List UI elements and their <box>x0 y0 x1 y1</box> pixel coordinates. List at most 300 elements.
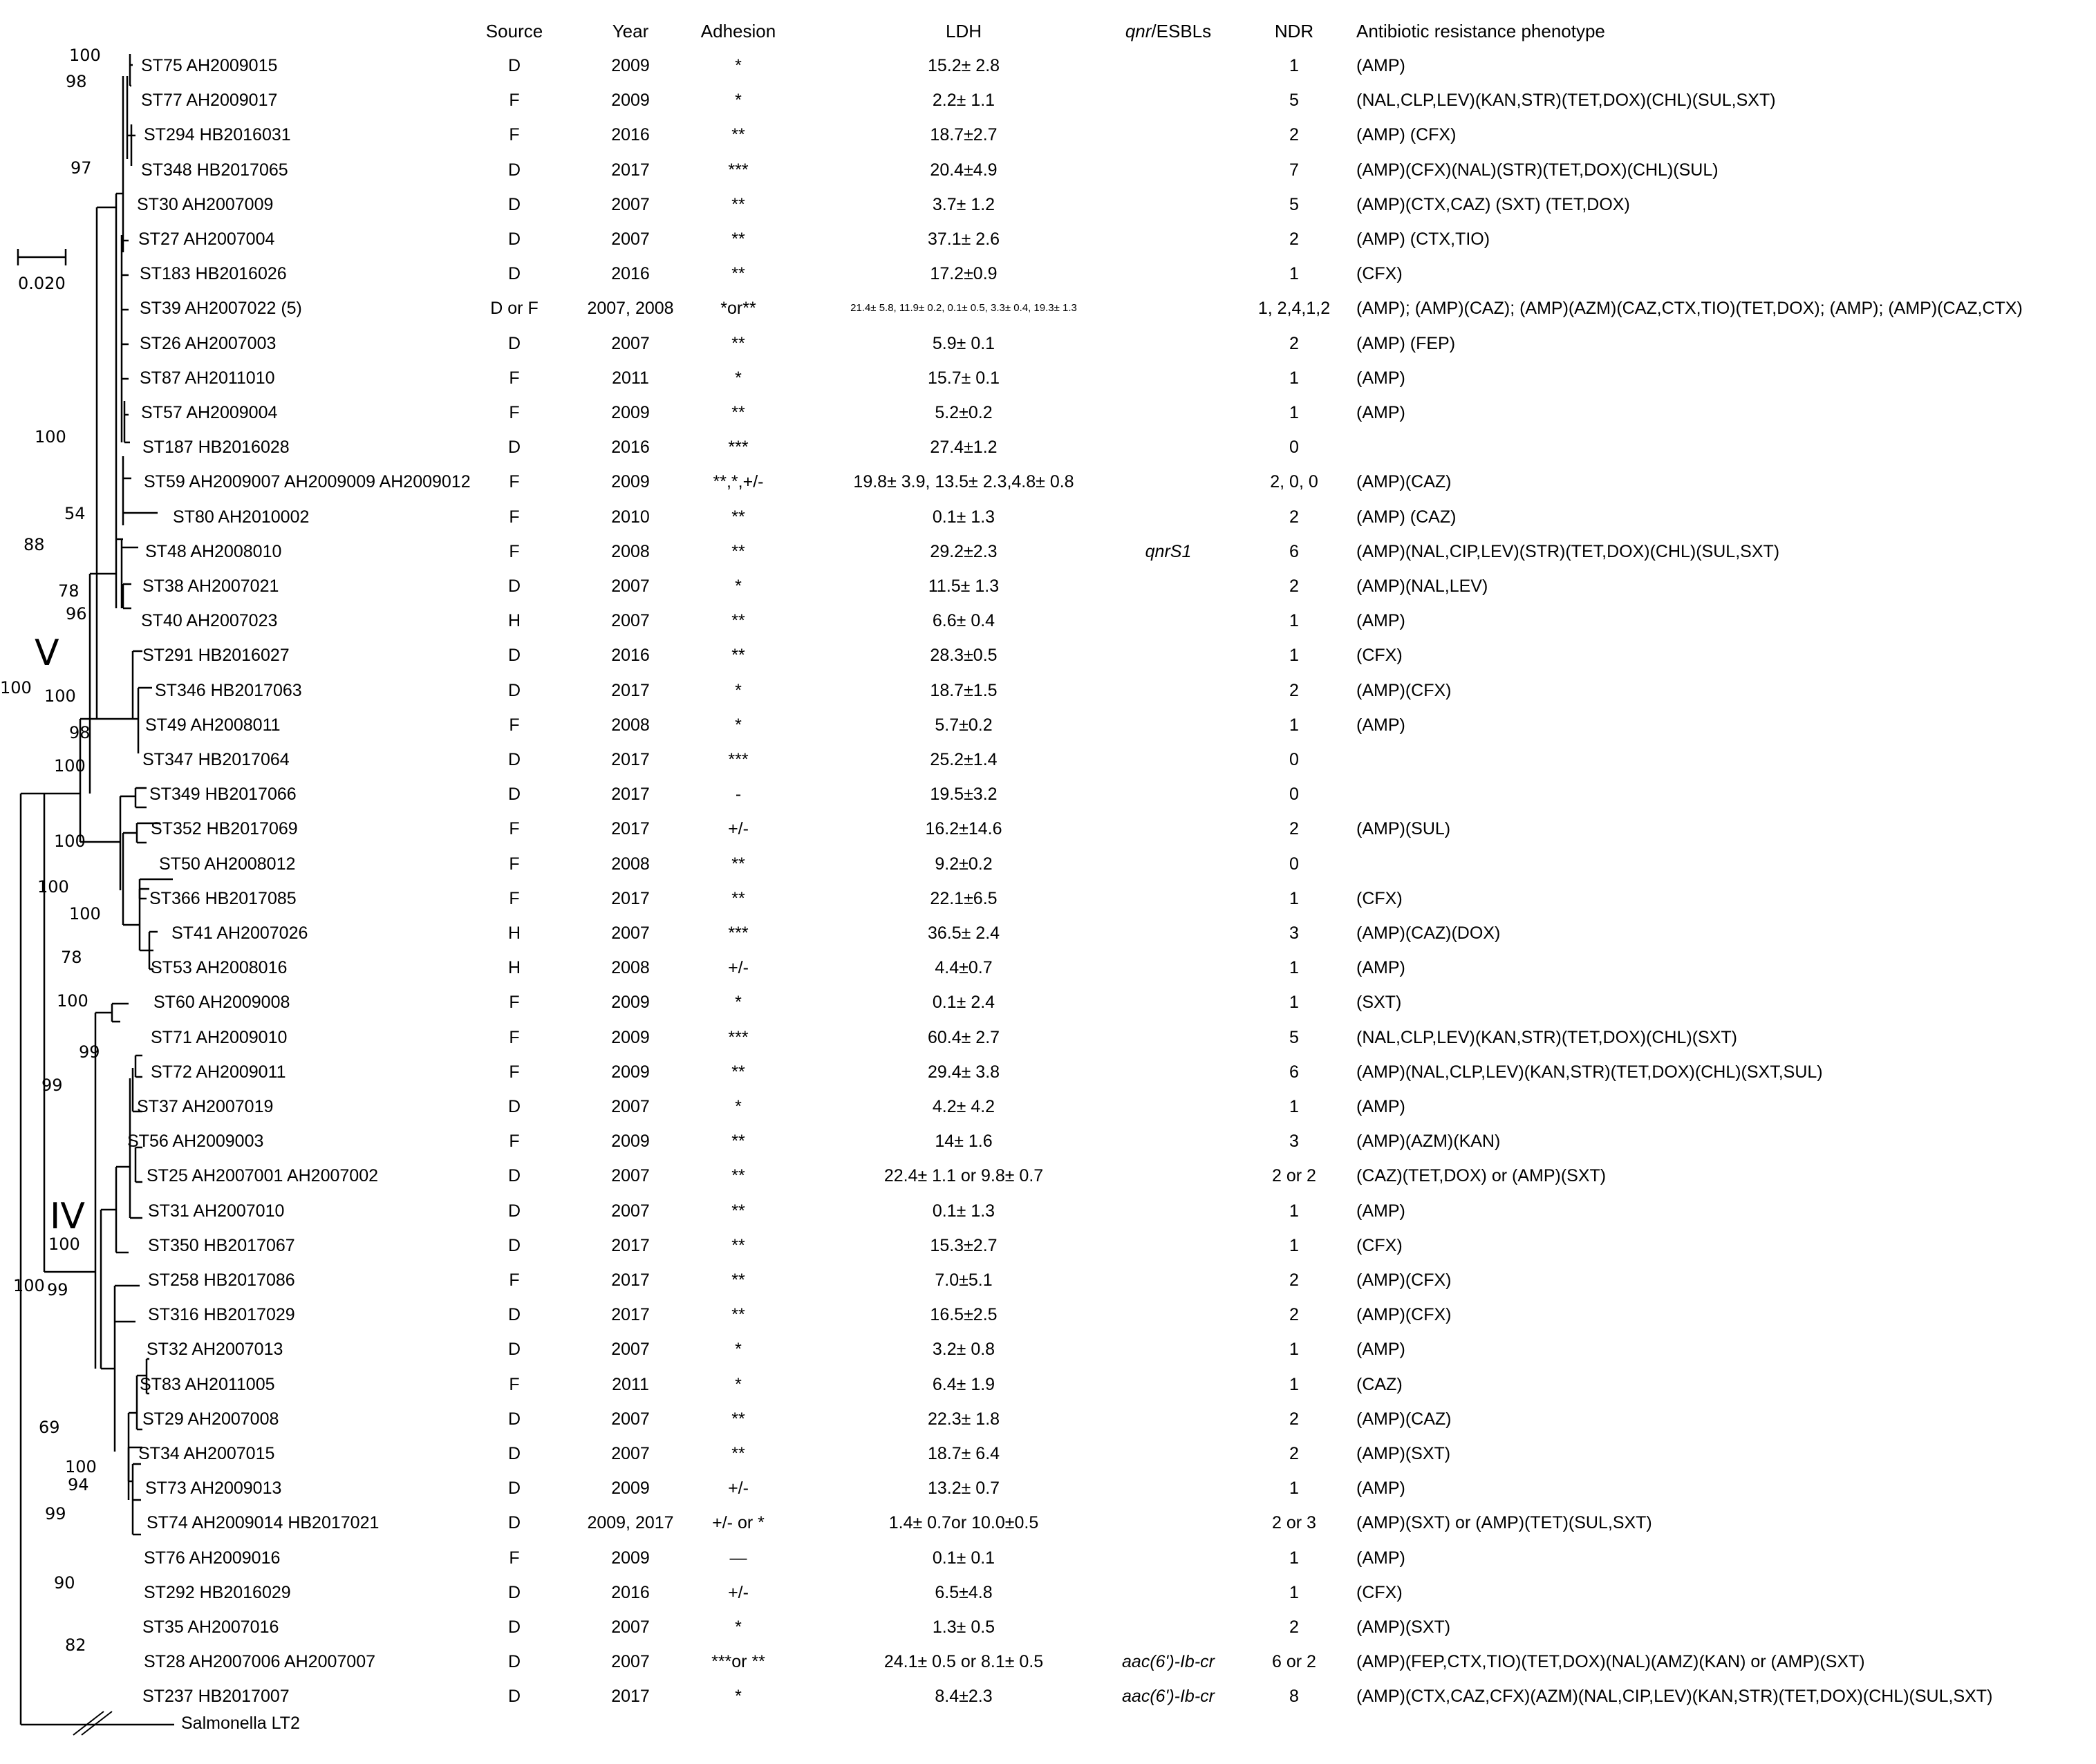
taxon-label: ST38 AH2007021 <box>142 576 279 596</box>
phenotype-cell: (AMP)(NAL,CLP,LEV)(KAN,STR)(TET,DOX)(CHL)(SXT,SUL) <box>1356 1062 1823 1082</box>
source-cell: F <box>509 91 520 111</box>
ldh-cell: 22.1±6.5 <box>930 888 998 908</box>
phenotype-cell: (AMP) <box>1356 1548 1405 1568</box>
ndr-cell: 2 <box>1289 1617 1299 1637</box>
bootstrap-value: 78 <box>61 948 82 967</box>
source-cell: D or F <box>490 299 539 319</box>
phenotype-cell: (AMP)(CFX) <box>1356 1305 1452 1325</box>
ldh-cell: 16.2±14.6 <box>925 819 1002 839</box>
source-cell: D <box>507 1097 521 1116</box>
ndr-cell: 3 <box>1289 923 1299 943</box>
ndr-cell: 1 <box>1289 1548 1299 1568</box>
ndr-cell: 8 <box>1289 1687 1299 1707</box>
source-cell: D <box>507 646 521 666</box>
source-cell: F <box>509 541 520 561</box>
taxon-label: ST49 AH2008011 <box>145 715 281 735</box>
ndr-cell: 2 <box>1289 680 1299 700</box>
year-cell: 2007 <box>611 194 650 214</box>
ldh-cell: 3.2± 0.8 <box>932 1340 995 1360</box>
taxon-label: ST41 AH2007026 <box>171 923 308 943</box>
adhesion-cell: * <box>735 680 742 700</box>
phenotype-cell: (AMP)(SXT) or (AMP)(TET)(SUL,SXT) <box>1356 1513 1652 1533</box>
header-phenotype: Antibiotic resistance phenotype <box>1356 21 1605 41</box>
bootstrap-value: 99 <box>41 1076 63 1095</box>
qnr-cell: aac(6')-Ib-cr <box>1122 1687 1215 1707</box>
source-cell: D <box>507 438 521 458</box>
taxon-label: ST31 AH2007010 <box>148 1201 285 1221</box>
taxon-label: ST349 HB2017066 <box>149 785 297 805</box>
taxon-label: ST37 AH2007019 <box>137 1097 274 1116</box>
ldh-cell: 29.4± 3.8 <box>927 1062 1000 1082</box>
ndr-cell: 1 <box>1289 715 1299 735</box>
ldh-cell: 20.4±4.9 <box>930 160 998 180</box>
year-cell: 2007 <box>611 1652 650 1672</box>
phenotype-cell: (AMP)(SXT) <box>1356 1617 1451 1637</box>
ldh-cell: 8.4±2.3 <box>935 1687 993 1707</box>
bootstrap-value: 94 <box>68 1475 89 1494</box>
year-cell: 2008 <box>611 541 650 561</box>
adhesion-cell: ***or ** <box>711 1652 765 1672</box>
ldh-cell: 21.4± 5.8, 11.9± 0.2, 0.1± 0.5, 3.3± 0.4, 19.3± 1.3 <box>850 302 1077 315</box>
phenotype-cell: (AMP) (CAZ) <box>1356 507 1457 527</box>
adhesion-cell: ** <box>731 1235 745 1255</box>
adhesion-cell: ** <box>731 1062 745 1082</box>
adhesion-cell: *or** <box>720 299 756 319</box>
ldh-cell: 2.2± 1.1 <box>932 91 995 111</box>
ndr-cell: 2 <box>1289 1305 1299 1325</box>
bootstrap-value: 69 <box>39 1418 60 1437</box>
adhesion-cell: * <box>735 1374 742 1394</box>
adhesion-cell: * <box>735 1687 742 1707</box>
year-cell: 2017 <box>611 1270 650 1290</box>
ndr-cell: 2 or 3 <box>1272 1513 1316 1533</box>
taxon-label: ST26 AH2007003 <box>140 333 277 353</box>
adhesion-cell: ** <box>731 1444 745 1463</box>
source-cell: H <box>507 923 521 943</box>
adhesion-cell: +/- <box>728 1582 749 1602</box>
adhesion-cell: - <box>735 785 742 805</box>
outgroup-label: Salmonella LT2 <box>181 1714 300 1733</box>
phenotype-cell: (AMP)(SUL) <box>1356 819 1451 839</box>
bootstrap-value: 100 <box>65 1457 97 1476</box>
adhesion-cell: ** <box>731 1305 745 1325</box>
header-qnr-italic: qnr <box>1125 21 1152 41</box>
phenotype-cell: (AMP)(CAZ) <box>1356 1409 1452 1429</box>
ldh-cell: 0.1± 2.4 <box>932 993 995 1013</box>
ldh-cell: 37.1± 2.6 <box>927 229 1000 249</box>
ndr-cell: 1 <box>1289 993 1299 1013</box>
ldh-cell: 16.5±2.5 <box>930 1305 998 1325</box>
ndr-cell: 6 <box>1289 1062 1299 1082</box>
ndr-cell: 6 <box>1289 541 1299 561</box>
bootstrap-value: 100 <box>35 427 66 447</box>
adhesion-cell: ** <box>731 1409 745 1429</box>
adhesion-cell: ** <box>731 229 745 249</box>
phenotype-cell: (AMP) <box>1356 611 1405 631</box>
ldh-cell: 22.3± 1.8 <box>927 1409 1000 1429</box>
header-qnr-rest: /ESBLs <box>1151 21 1212 41</box>
ndr-cell: 0 <box>1289 785 1299 805</box>
adhesion-cell: * <box>735 91 742 111</box>
taxon-label: ST76 AH2009016 <box>144 1548 281 1568</box>
adhesion-cell: ** <box>731 888 745 908</box>
phenotype-cell: (AMP) <box>1356 1340 1405 1360</box>
year-cell: 2017 <box>611 680 650 700</box>
header-source: Source <box>485 21 543 41</box>
phenotype-cell: (CFX) <box>1356 888 1403 908</box>
year-cell: 2008 <box>611 715 650 735</box>
phenotype-cell: (AMP) <box>1356 1201 1405 1221</box>
source-cell: D <box>507 1340 521 1360</box>
ndr-cell: 1 <box>1289 264 1299 284</box>
year-cell: 2016 <box>611 438 650 458</box>
phenotype-cell: (AMP)(NAL,CIP,LEV)(STR)(TET,DOX)(CHL)(SUL,SXT) <box>1356 541 1780 561</box>
ndr-cell: 0 <box>1289 750 1299 769</box>
adhesion-cell: ** <box>731 264 745 284</box>
phenotype-cell: (CAZ) <box>1356 1374 1403 1394</box>
bootstrap-value: 100 <box>37 877 69 897</box>
taxon-label: ST80 AH2010002 <box>173 507 310 527</box>
ldh-cell: 15.3±2.7 <box>930 1235 998 1255</box>
ndr-cell: 1 <box>1289 1479 1299 1499</box>
year-cell: 2017 <box>611 1235 650 1255</box>
phenotype-cell: (AMP)(FEP,CTX,TIO)(TET,DOX)(NAL)(AMZ)(KAN) or (AMP)(SXT) <box>1356 1652 1865 1672</box>
ndr-cell: 1, 2,4,1,2 <box>1257 299 1331 319</box>
phenotype-cell: (AMP) <box>1356 1479 1405 1499</box>
ndr-cell: 1 <box>1289 888 1299 908</box>
year-cell: 2010 <box>611 507 650 527</box>
year-cell: 2007 <box>611 1444 650 1463</box>
ndr-cell: 2 <box>1289 819 1299 839</box>
source-cell: D <box>507 785 521 805</box>
header-ndr: NDR <box>1274 21 1314 41</box>
taxon-label: ST75 AH2009015 <box>141 56 278 75</box>
bootstrap-value: 100 <box>54 756 86 776</box>
ndr-cell: 1 <box>1289 1235 1299 1255</box>
ndr-cell: 1 <box>1289 56 1299 75</box>
taxon-label: ST237 HB2017007 <box>142 1687 290 1707</box>
taxon-label: ST60 AH2009008 <box>153 993 290 1013</box>
taxon-label: ST291 HB2016027 <box>142 646 290 666</box>
source-cell: D <box>507 160 521 180</box>
adhesion-cell: ** <box>731 507 745 527</box>
phenotype-cell: (AMP)(CFX) <box>1356 1270 1452 1290</box>
bootstrap-value: 99 <box>45 1504 66 1523</box>
year-cell: 2017 <box>611 888 650 908</box>
phenotype-cell: (CFX) <box>1356 264 1403 284</box>
taxon-label: ST48 AH2008010 <box>145 541 282 561</box>
source-cell: H <box>507 611 521 631</box>
ndr-cell: 2 <box>1289 1270 1299 1290</box>
taxon-label: ST53 AH2008016 <box>151 958 288 978</box>
source-cell: D <box>507 1479 521 1499</box>
clade-label-v: V <box>35 632 59 674</box>
adhesion-cell: ** <box>731 611 745 631</box>
adhesion-cell: — <box>729 1548 747 1568</box>
taxon-label: ST34 AH2007015 <box>138 1444 275 1463</box>
header-adhesion: Adhesion <box>700 21 776 41</box>
axis-break-icon <box>73 1711 112 1735</box>
ndr-cell: 3 <box>1289 1132 1299 1152</box>
ndr-cell: 5 <box>1289 194 1299 214</box>
taxon-label: ST72 AH2009011 <box>151 1062 286 1082</box>
source-cell: D <box>507 680 521 700</box>
adhesion-cell: ** <box>731 403 745 422</box>
year-cell: 2017 <box>611 750 650 769</box>
adhesion-cell: ** <box>731 541 745 561</box>
phenotype-cell: (AMP)(CTX,CAZ,CFX)(AZM)(NAL,CIP,LEV)(KAN,STR)(TET,DOX)(CHL)(SUL,SXT) <box>1356 1687 1993 1707</box>
scale-bar-line <box>18 249 66 265</box>
source-cell: D <box>507 750 521 769</box>
ndr-cell: 5 <box>1289 1027 1299 1047</box>
source-cell: F <box>509 472 520 492</box>
source-cell: F <box>509 854 520 874</box>
ndr-cell: 1 <box>1289 958 1299 978</box>
phenotype-cell: (CFX) <box>1356 1235 1403 1255</box>
bootstrap-value: 97 <box>71 158 92 178</box>
scale-bar-label: 0.020 <box>18 274 66 293</box>
source-cell: D <box>507 1617 521 1637</box>
adhesion-cell: * <box>735 576 742 596</box>
year-cell: 2009 <box>611 993 650 1013</box>
clade-label-iv: IV <box>50 1196 85 1237</box>
source-cell: F <box>509 125 520 145</box>
adhesion-cell: * <box>735 715 742 735</box>
ldh-cell: 4.4±0.7 <box>935 958 993 978</box>
ndr-cell: 1 <box>1289 1097 1299 1116</box>
taxon-label: ST57 AH2009004 <box>141 403 278 422</box>
ndr-cell: 6 or 2 <box>1272 1652 1316 1672</box>
ldh-cell: 18.7±2.7 <box>930 125 998 145</box>
source-cell: D <box>507 229 521 249</box>
adhesion-cell: ** <box>731 1166 745 1186</box>
phenotype-cell: (NAL,CLP,LEV)(KAN,STR)(TET,DOX)(CHL)(SUL,SXT) <box>1356 91 1776 111</box>
year-cell: 2011 <box>612 1374 649 1394</box>
ldh-cell: 5.7±0.2 <box>935 715 993 735</box>
year-cell: 2007 <box>611 1166 650 1186</box>
phenotype-cell: (CFX) <box>1356 646 1403 666</box>
bootstrap-value: 99 <box>47 1280 68 1299</box>
year-cell: 2007 <box>611 1201 650 1221</box>
taxon-label: ST39 AH2007022 (5) <box>140 299 302 319</box>
header-year: Year <box>612 21 649 41</box>
source-cell: D <box>507 576 521 596</box>
source-cell: F <box>509 403 520 422</box>
header-qnr-esbls <box>1125 21 1211 42</box>
ldh-cell: 36.5± 2.4 <box>927 923 1000 943</box>
ndr-cell: 1 <box>1289 646 1299 666</box>
ndr-cell: 7 <box>1289 160 1299 180</box>
taxon-label: ST28 AH2007006 AH2007007 <box>144 1652 375 1672</box>
source-cell: D <box>507 333 521 353</box>
phenotype-cell: (AMP) <box>1356 403 1405 422</box>
qnr-cell: qnrS1 <box>1145 541 1192 561</box>
year-cell: 2009 <box>611 1132 650 1152</box>
year-cell: 2016 <box>611 264 650 284</box>
bootstrap-value: 100 <box>69 904 101 923</box>
year-cell: 2017 <box>611 1305 650 1325</box>
year-cell: 2009 <box>611 91 650 111</box>
bootstrap-value: 88 <box>24 535 45 554</box>
year-cell: 2017 <box>611 819 650 839</box>
source-cell: F <box>509 368 520 388</box>
source-cell: F <box>509 1027 520 1047</box>
taxon-label: ST73 AH2009013 <box>145 1479 282 1499</box>
bootstrap-value: 99 <box>79 1042 100 1062</box>
taxon-label: ST32 AH2007013 <box>147 1340 283 1360</box>
ldh-cell: 25.2±1.4 <box>930 750 998 769</box>
source-cell: D <box>507 1652 521 1672</box>
taxon-label: ST187 HB2016028 <box>142 438 290 458</box>
year-cell: 2017 <box>611 1687 650 1707</box>
taxon-label: ST30 AH2007009 <box>137 194 274 214</box>
bootstrap-value: 100 <box>13 1276 45 1295</box>
bootstrap-value: 100 <box>44 686 76 706</box>
year-cell: 2009, 2017 <box>587 1513 674 1533</box>
year-cell: 2007 <box>611 229 650 249</box>
ldh-cell: 0.1± 1.3 <box>932 1201 995 1221</box>
taxon-label: ST27 AH2007004 <box>138 229 275 249</box>
year-cell: 2016 <box>611 1582 650 1602</box>
ldh-cell: 3.7± 1.2 <box>932 194 995 214</box>
source-cell: D <box>507 1409 521 1429</box>
ldh-cell: 29.2±2.3 <box>930 541 998 561</box>
ldh-cell: 5.2±0.2 <box>935 403 993 422</box>
adhesion-cell: ** <box>731 646 745 666</box>
ndr-cell: 1 <box>1289 1201 1299 1221</box>
year-cell: 2009 <box>611 1062 650 1082</box>
source-cell: F <box>509 819 520 839</box>
year-cell: 2007 <box>611 1409 650 1429</box>
source-cell: F <box>509 888 520 908</box>
adhesion-cell: *** <box>728 1027 749 1047</box>
bootstrap-value: 100 <box>0 678 32 697</box>
ndr-cell: 1 <box>1289 1340 1299 1360</box>
year-cell: 2009 <box>611 1479 650 1499</box>
phenotype-cell: (AMP) (FEP) <box>1356 333 1456 353</box>
ldh-cell: 0.1± 1.3 <box>932 507 995 527</box>
source-cell: F <box>509 1062 520 1082</box>
adhesion-cell: **,*,+/- <box>713 472 764 492</box>
bootstrap-value: 100 <box>69 46 101 65</box>
year-cell: 2007, 2008 <box>587 299 674 319</box>
adhesion-cell: * <box>735 1097 742 1116</box>
adhesion-cell: ** <box>731 1132 745 1152</box>
ndr-cell: 2 <box>1289 229 1299 249</box>
ldh-cell: 1.4± 0.7or 10.0±0.5 <box>888 1513 1039 1533</box>
ndr-cell: 2 or 2 <box>1272 1166 1316 1186</box>
source-cell: D <box>507 264 521 284</box>
source-cell: D <box>507 1305 521 1325</box>
source-cell: F <box>509 507 520 527</box>
phenotype-cell: (AMP)(CTX,CAZ) (SXT) (TET,DOX) <box>1356 194 1630 214</box>
phenotype-cell: (AMP)(CFX) <box>1356 680 1452 700</box>
ldh-cell: 22.4± 1.1 or 9.8± 0.7 <box>883 1166 1044 1186</box>
taxon-label: ST71 AH2009010 <box>151 1027 288 1047</box>
source-cell: D <box>507 56 521 75</box>
phenotype-cell: (AMP)(SXT) <box>1356 1444 1451 1463</box>
adhesion-cell: * <box>735 1340 742 1360</box>
bootstrap-value: 90 <box>54 1573 75 1593</box>
source-cell: H <box>507 958 521 978</box>
adhesion-cell: +/- <box>728 819 749 839</box>
year-cell: 2016 <box>611 646 650 666</box>
ldh-cell: 6.6± 0.4 <box>932 611 995 631</box>
ndr-cell: 2 <box>1289 1409 1299 1429</box>
year-cell: 2008 <box>611 958 650 978</box>
bootstrap-value: 82 <box>65 1635 86 1655</box>
bootstrap-value: 100 <box>48 1235 80 1254</box>
adhesion-cell: +/- <box>728 1479 749 1499</box>
ndr-cell: 0 <box>1289 854 1299 874</box>
ndr-cell: 2, 0, 0 <box>1270 472 1318 492</box>
adhesion-cell: * <box>735 56 742 75</box>
source-cell: D <box>507 1235 521 1255</box>
taxon-label: ST347 HB2017064 <box>142 750 290 769</box>
ldh-cell: 27.4±1.2 <box>930 438 998 458</box>
adhesion-cell: *** <box>728 438 749 458</box>
bootstrap-value: 78 <box>58 581 79 601</box>
ldh-cell: 7.0±5.1 <box>935 1270 993 1290</box>
ndr-cell: 2 <box>1289 576 1299 596</box>
adhesion-cell: ** <box>731 125 745 145</box>
phenotype-cell: (AMP)(AZM)(KAN) <box>1356 1132 1501 1152</box>
taxon-label: ST25 AH2007001 AH2007002 <box>147 1166 378 1186</box>
adhesion-cell: +/- or * <box>712 1513 765 1533</box>
year-cell: 2009 <box>611 1027 650 1047</box>
taxon-label: ST35 AH2007016 <box>142 1617 279 1637</box>
phenotype-cell: (AMP) <box>1356 715 1405 735</box>
source-cell: D <box>507 1444 521 1463</box>
bootstrap-value: 100 <box>57 991 88 1011</box>
adhesion-cell: ** <box>731 194 745 214</box>
year-cell: 2007 <box>611 576 650 596</box>
taxon-label: ST292 HB2016029 <box>144 1582 291 1602</box>
phenotype-cell: (AMP) <box>1356 1097 1405 1116</box>
source-cell: F <box>509 1374 520 1394</box>
adhesion-cell: *** <box>728 160 749 180</box>
adhesion-cell: ** <box>731 333 745 353</box>
source-cell: D <box>507 1582 521 1602</box>
phenotype-cell: (AMP) <box>1356 368 1405 388</box>
ndr-cell: 5 <box>1289 91 1299 111</box>
ldh-cell: 17.2±0.9 <box>930 264 998 284</box>
year-cell: 2017 <box>611 160 650 180</box>
adhesion-cell: * <box>735 368 742 388</box>
ldh-cell: 5.9± 0.1 <box>932 333 995 353</box>
adhesion-cell: * <box>735 1617 742 1637</box>
adhesion-cell: ** <box>731 854 745 874</box>
ldh-cell: 4.2± 4.2 <box>932 1097 995 1116</box>
ldh-cell: 15.2± 2.8 <box>927 56 1000 75</box>
ndr-cell: 2 <box>1289 333 1299 353</box>
adhesion-cell: *** <box>728 923 749 943</box>
source-cell: F <box>509 715 520 735</box>
ldh-cell: 1.3± 0.5 <box>932 1617 995 1637</box>
bootstrap-value: 98 <box>66 72 87 91</box>
ndr-cell: 2 <box>1289 507 1299 527</box>
phenotype-cell: (AMP) (CFX) <box>1356 125 1457 145</box>
ldh-cell: 18.7± 6.4 <box>927 1444 1000 1463</box>
year-cell: 2011 <box>612 368 649 388</box>
phenotype-cell: (AMP)(NAL,LEV) <box>1356 576 1488 596</box>
year-cell: 2008 <box>611 854 650 874</box>
taxon-label: ST59 AH2009007 AH2009009 AH2009012 <box>144 472 471 492</box>
ndr-cell: 1 <box>1289 368 1299 388</box>
ldh-cell: 60.4± 2.7 <box>927 1027 1000 1047</box>
qnr-cell: aac(6')-Ib-cr <box>1122 1652 1215 1672</box>
year-cell: 2007 <box>611 611 650 631</box>
